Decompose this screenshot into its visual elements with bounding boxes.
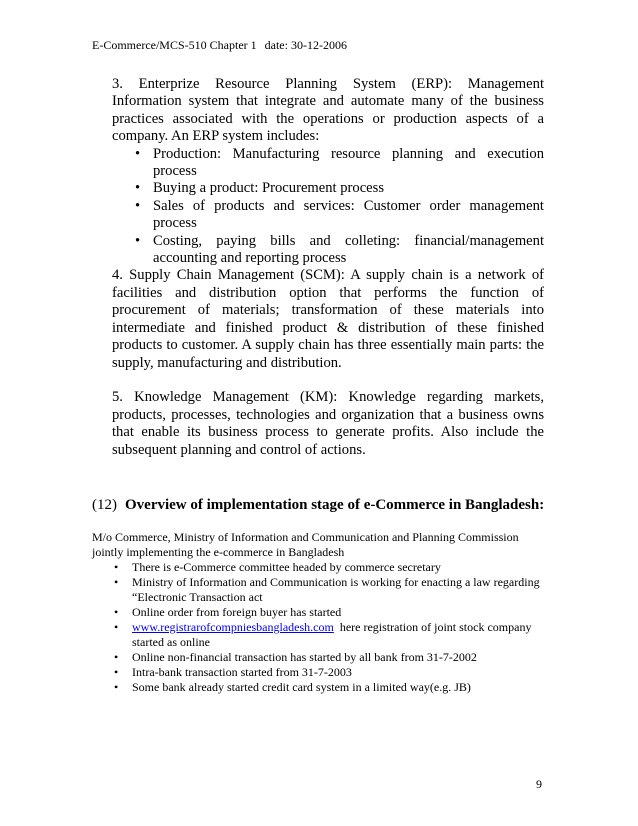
implementation-list	[114, 560, 552, 695]
header-date: date: 30-12-2006	[264, 38, 347, 52]
bullet-icon: •	[114, 665, 119, 679]
running-header	[92, 38, 347, 53]
impl-item-non-financial: • Online non-financial transaction has started by all bank from 31-7-2002	[114, 650, 477, 664]
bullet-icon: •	[135, 180, 141, 197]
km-paragraph: 5. Knowledge Management (KM): Knowledge regarding markets, products, processes, technologies and organization that a business owns that enable its business process to generate profits. Also include the subsequent planning and control of actions.	[112, 389, 544, 458]
implementation-text	[92, 530, 552, 695]
impl-item-intra-bank: • Intra-bank transaction started from 31-7-2003	[114, 665, 352, 679]
erp-list	[135, 146, 544, 268]
page-number: 9	[536, 777, 542, 791]
bullet-icon: •	[114, 680, 119, 694]
bullet-icon: •	[114, 560, 119, 574]
bullet-icon: •	[114, 605, 119, 619]
scm-paragraph: 4. Supply Chain Management (SCM): A supply chain is a network of facilities and distribution option that performs the function of procurement of materials; transformation of these materials into intermediate and finished product & distribution of these finished products to customer. A supply chain has three essentially main parts: the supply, manufacturing and distribution.	[112, 267, 544, 371]
impl-item-ministry: • Ministry of Information and Communication is working for enacting a law regarding “Electronic Transaction act	[114, 575, 540, 604]
impl-item-registration: • www.registrarofcompniesbangladesh.com here registration of joint stock company started as online	[114, 620, 532, 649]
bullet-icon: •	[135, 232, 141, 249]
bullet-icon: •	[135, 145, 141, 162]
section-number: (12)	[92, 497, 117, 513]
impl-item-committee: • There is e-Commerce committee headed by commerce secretary	[114, 560, 441, 574]
bullet-icon: •	[135, 197, 141, 214]
section-heading	[92, 496, 552, 514]
impl-item-online-order: • Online order from foreign buyer has started	[114, 605, 342, 619]
bullet-icon: •	[114, 575, 119, 589]
bullet-icon: •	[114, 620, 119, 634]
erp-item-costing: • Costing, paying bills and colleting: financial/management accounting and reporting process	[135, 232, 544, 267]
erp-paragraph: 3. Enterprize Resource Planning System (ERP): Management Information system that integrate and automate many of the business practices associated with the operations or production aspects of a company. An ERP system includes:	[112, 76, 544, 145]
bullet-icon: •	[114, 650, 119, 664]
header-chapter: E-Commerce/MCS-510 Chapter 1	[92, 38, 257, 52]
erp-item-sales: • Sales of products and services: Customer order management process	[135, 197, 544, 232]
implementation-intro: M/o Commerce, Ministry of Information and Communication and Planning Commission jointly implementing the e-commerce in Bangladesh	[92, 530, 519, 559]
registrar-link[interactable]: www.registrarofcompniesbangladesh.com	[132, 620, 334, 634]
body-text	[112, 76, 544, 459]
section-title: Overview of implementation stage of e-Commerce in Bangladesh:	[125, 497, 545, 513]
impl-item-credit-card: • Some bank already started credit card system in a limited way(e.g. JB)	[114, 680, 471, 694]
erp-item-buying: • Buying a product: Procurement process	[135, 180, 385, 197]
erp-item-production: • Production: Manufacturing resource planning and execution process	[135, 145, 544, 180]
